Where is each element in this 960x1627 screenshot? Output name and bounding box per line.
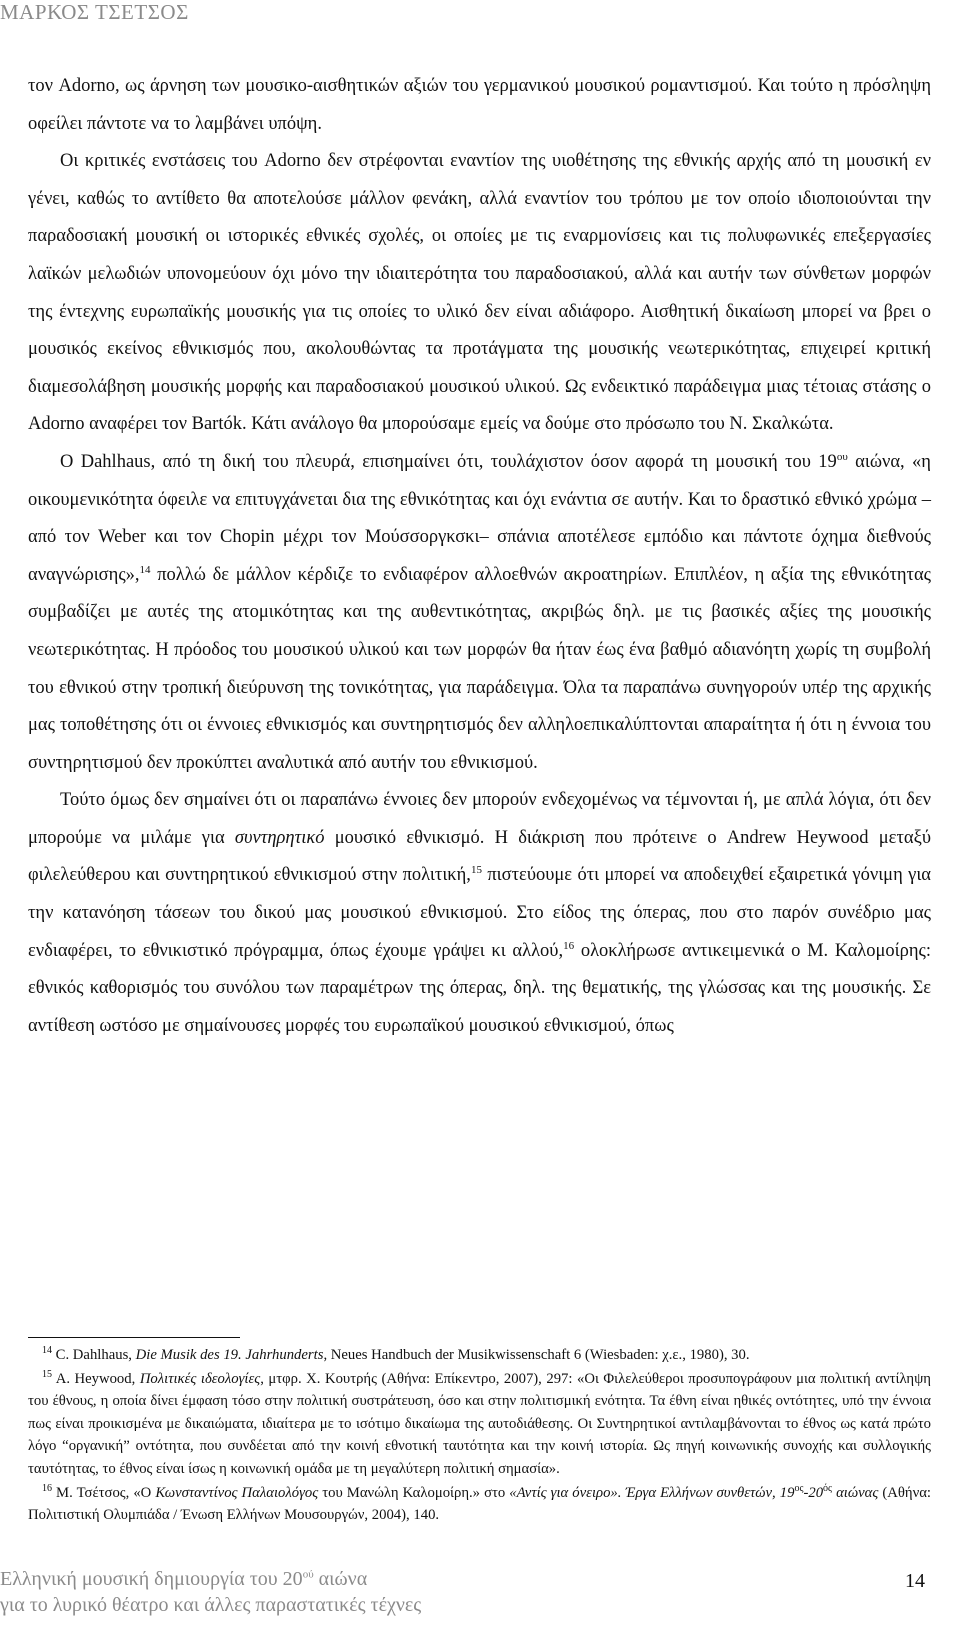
p3-superscript-ou: ου bbox=[836, 450, 848, 463]
footnote-16 bbox=[28, 1482, 931, 1527]
p4-part-c: πιστεύουμε ότι μπορεί να αποδειχθεί εξαιρετικά γόνιμη για την κατανόηση τάσεων του δικού μας μουσικού εθνικισμού. Στο είδος της όπερας, που στο παρόν συνέδριο μας ενδιαφέρει, το εθνικιστικό πρόγραμμα, όπως έχουμε γράψει κι αλλού, bbox=[28, 865, 931, 961]
footnote-16-book-title: «Αντίς για όνειρο». Έργα Ελλήνων συνθετών, 19 bbox=[509, 1484, 795, 1501]
p3-part-c: πολλώ δε μάλλον κέρδιζε το ενδιαφέρον αλλοεθνών ακροατηρίων. Επιπλέον, η αξία της εθνικότητας συμβαδίζει με αυτές της ατομικότητας και της αυθεντικότητας, ακριβώς δηλ. με τις βασικές αξίες της μουσικής νεωτερικότητας. Η πρόοδος του μουσικού υλικού και των μορφών θα ήταν έως ένα βαθμό αδιανόητη χωρίς τη συμβολή του εθνικού στην τροπική διεύρυνση της τονικότητας, για παράδειγμα. Όλα τα παραπάνω συνηγορούν υπέρ της αρχικής μας τοποθέτησης ότι οι έννοιες εθνικισμός και συντηρητισμός δεν αλληλοεπικαλύπτονται απαραίτητα ή ότι η έννοια του συντηρητισμού δεν προκύπτει αναλυτικά από αυτήν του εθνικισμού. bbox=[28, 564, 931, 773]
footer-line-1 bbox=[0, 1566, 367, 1592]
footer-line-2: για το λυρικό θέατρο και άλλες παραστατικές τέχνες bbox=[0, 1594, 422, 1616]
footnote-15 bbox=[28, 1368, 931, 1481]
paragraph-2: Οι κριτικές ενστάσεις του Adorno δεν στρέφονται εναντίον της υιοθέτησης της εθνικής αρχής από τη μουσική εν γένει, καθώς το αντίθετο θα αποτελούσε μάλλον φενάκη, αλλά εναντίον του τρόπου με τον οποίο ιδιοποιούνται την παραδοσιακή μουσική οι ιστορικές εθνικές σχολές, οι οποίες με τις εναρμονίσεις και τις πολυφωνικές επεξεργασίες λαϊκών μελωδιών υπονομεύουν όχι μόνο την ιδιαιτερότητα του παραδοσιακού, αλλά και αυτήν των σύνθετων μορφών της έντεχνης ευρωπαϊκής μουσικής για τις οποίες το υλικό δεν είναι αδιάφορο. Αισθητική δικαίωση μπορεί να βρει ο μουσικός εκείνος εθνικισμός που, ακολουθώντας τα προτάγματα της μουσικής νεωτερικότητας, επιχειρεί κριτική διαμεσολάβηση μουσικής μορφής και παραδοσιακού μουσικού υλικού. Ως ενδεικτικό παράδειγμα μιας τέτοιας στάσης ο Adorno αναφέρει τον Bartók. Κάτι ανάλογο θα μπορούσαμε εμείς να δούμε στο πρόσωπο του Ν. Σκαλκώτα. bbox=[28, 151, 931, 435]
footnote-16-text-a: Μ. Τσέτσος, «Ο bbox=[52, 1484, 156, 1501]
footnote-16-title: Κωνσταντίνος Παλαιολόγος bbox=[155, 1484, 319, 1501]
footnote-15-text-b: , μτφρ. Χ. Κουτρής (Αθήνα: Επίκεντρο, 2007), 297: «Οι Φιλελεύθεροι προσυπογράφουν μια πολιτική αντίληψη του έθνους, η οποία δίνει έμφαση τόσο στην πολιτική συστράτευση, όσο και στην πολιτισμική ενότητα. Τα έθνη είναι ηθικές οντότητες, υπό την έννοια πως είναι προικισμένα με δικαιώματα, ιδιαίτερα με το ισότιμο δικαίωμα της αυτοδιάθεσης. Οι Συντηρητικοί αντιλαμβάνονται το έθνος ως κατά πρώτο λόγο “οργανική” οντότητα, που συνδέεται από την κοινή εθνοτική ταυτότητα και την κοινή ιστορία. Ως πηγή κοινωνικής συνοχής και συλλογικής ταυτότητας, το έθνος είναι ίσως η κοινωνική ομάδα με τη μεγαλύτερη πολιτική σημασία». bbox=[28, 1370, 931, 1477]
paragraph-3 bbox=[28, 444, 931, 782]
footnote-16-sup-2: ός bbox=[823, 1482, 833, 1494]
footnote-14 bbox=[28, 1344, 931, 1367]
footnote-16-sup-1: ος bbox=[794, 1482, 804, 1494]
footnote-14-title: Die Musik des 19. Jahrhunderts bbox=[135, 1347, 324, 1363]
running-header: ΜΑΡΚΟΣ ΤΣΕΤΣΟΣ bbox=[0, 0, 189, 24]
footer-line-1-a: Ελληνική μουσική δημιουργία του 20 bbox=[0, 1568, 303, 1590]
footnote-14-text-a: C. Dahlhaus, bbox=[52, 1347, 136, 1363]
p4-italic-term: συντηρητικό bbox=[234, 827, 325, 848]
p4-part-a: Τούτο όμως δεν σημαίνει ότι οι παραπάνω έννοιες δεν μπορούν ενδεχομένως να τέμνονται ή, με απλά λόγια, ότι δεν μπορούμε να μιλάμε για bbox=[28, 790, 931, 848]
footnote-15-number: 15 bbox=[42, 1368, 52, 1380]
footnote-separator bbox=[28, 1337, 240, 1338]
footnote-16-number: 16 bbox=[42, 1482, 52, 1494]
footnote-14-text-b: , Neues Handbuch der Musikwissenschaft 6 (Wiesbaden: χ.ε., 1980), 30. bbox=[323, 1347, 750, 1363]
footnote-ref-14[interactable]: 14 bbox=[139, 563, 151, 576]
main-text bbox=[28, 68, 931, 1045]
footnote-16-text-c: (Αθήνα: Πολιτιστική Ολυμπιάδα / Ένωση Ελλήνων Μουσουργών, 2004), 140. bbox=[28, 1484, 931, 1524]
footnote-15-title: Πολιτικές ιδεολογίες bbox=[139, 1370, 261, 1387]
footnote-ref-15[interactable]: 15 bbox=[470, 864, 482, 877]
footer-line-1-b: αιώνα bbox=[313, 1568, 368, 1590]
page-number: 14 bbox=[905, 1570, 925, 1592]
p3-part-b: αιώνα, «η οικουμενικότητα όφειλε να επιτυγχάνεται δια της εθνικότητας και όχι ενάντια σε αυτήν. Και το δραστικό εθνικό χρώμα –από τον Weber και τον Chopin μέχρι τον Μούσσοργκσκι– σπάνια αποτέλεσε εμπόδιο και πάντοτε όχημα διεθνούς αναγνώρισης», bbox=[28, 451, 931, 585]
footnotes bbox=[28, 1344, 931, 1528]
footnote-16-book-title-3: αιώνας bbox=[832, 1484, 879, 1501]
footnote-15-text-a: A. Heywood, bbox=[52, 1370, 140, 1387]
paragraph-4 bbox=[28, 782, 931, 1045]
paragraph-1: τον Adorno, ως άρνηση των μουσικο-αισθητικών αξιών του γερμανικού μουσικού ρομαντισμού. Και τούτο η πρόσληψη οφείλει πάντοτε να το λαμβάνει υπόψη. bbox=[28, 76, 931, 134]
footnote-14-number: 14 bbox=[42, 1345, 52, 1357]
p3-part-a: Ο Dahlhaus, από τη δική του πλευρά, επισημαίνει ότι, τουλάχιστον όσον αφορά τη μουσική του 19 bbox=[60, 451, 837, 472]
p4-part-b: μουσικό εθνικισμό. Η διάκριση που πρότεινε ο Andrew Heywood μεταξύ φιλελεύθερου και συντηρητικού εθνικισμού στην πολιτική, bbox=[28, 827, 931, 886]
footnote-16-book-title-2: -20 bbox=[803, 1484, 824, 1501]
footnote-ref-16[interactable]: 16 bbox=[563, 939, 575, 952]
footnote-16-text-b: του Μανώλη Καλομοίρη.» στο bbox=[318, 1484, 510, 1501]
p4-part-d: ολοκλήρωσε αντικειμενικά ο Μ. Καλομοίρης: εθνικός καθορισμός του συνόλου των παραμέτρων της όπερας, δηλ. της θεματικής, της γλώσσας και της μουσικής. Σε αντίθεση ωστόσο με σημαίνουσες μορφές του ευρωπαϊκού μουσικού εθνικισμού, όπως bbox=[28, 940, 931, 1036]
footer-line-1-sup: ού bbox=[302, 1568, 314, 1581]
